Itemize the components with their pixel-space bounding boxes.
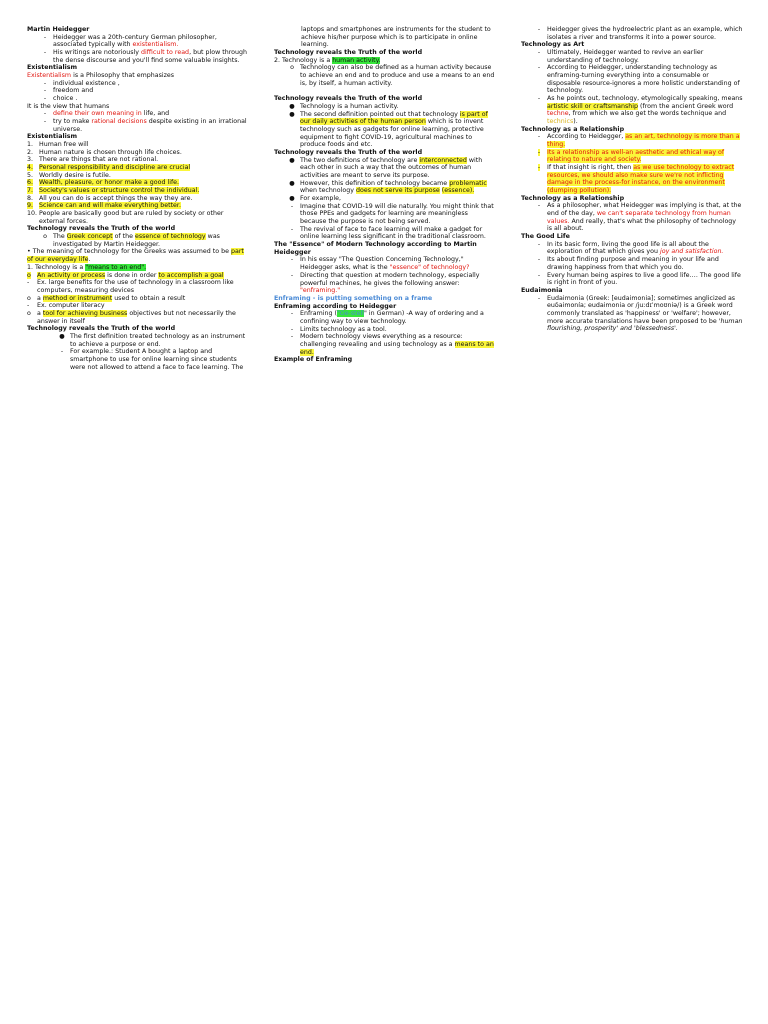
list-item: - Imagine that COVID-19 will die naturally. You might think that those PPEs and gadgets for learning are meaningless because the purpose is not being served. xyxy=(290,202,494,226)
list-item: - If that insight is right, then as we use technology to extract resources, we should also make sure we're not inflicting damage in the process-for instance, on the environment (dumping pollution). xyxy=(537,164,735,195)
list-item: ● The second definition pointed out that technology is part of our daily activities of the human person which is to invent technology such as gadgets for online learning, protective equipment to fight COVID-19, agricultural machines to produce foods and etc. xyxy=(289,110,488,149)
list-item: o a tool for achieving business objectives but not necessarily the answer in itself xyxy=(27,309,236,325)
list-item: 1. Human free will xyxy=(27,141,89,149)
heading-technology-relationship: Technology as a Relationship xyxy=(521,125,625,133)
heading-eudaimonia: Eudaimonia xyxy=(521,286,563,294)
list-item: - In his essay "The Question Concerning Technology," Heidegger asks, what is the "essence" of technology? xyxy=(290,256,470,272)
list-item: - choice . xyxy=(43,95,78,103)
list-item: - Every human being aspires to live a good life…. The good life is right in front of you. xyxy=(537,271,741,287)
list-item: ● However, this definition of technology became problematic when technology does not serve its purpose (essence). xyxy=(289,179,487,195)
heading-technology-truth: Technology reveals the Truth of the world xyxy=(27,225,176,233)
list-item: - For example.: Student A bought a laptop and smartphone to use for online learning since students were not allowed to attend a face to face learning. The xyxy=(60,348,244,371)
column-2 xyxy=(274,26,496,364)
paragraph: 1. Technology is a "means to an end". xyxy=(27,263,147,271)
list-item: ● The two definitions of technology are interconnected with each other in such a way that the outcomes of human activities are meant to serve its purpose. xyxy=(289,156,483,180)
list-item: 8. All you can do is accept things the way they are. xyxy=(27,194,193,202)
list-item: - As a philosopher, what Heidegger was implying is that, at the end of the day, we can't separate technology from human values. And really, that's what the philosophy of technology is all about. xyxy=(537,202,742,233)
list-item: - Ex. large benefits for the use of technology in a classroom like computers, measuring devices xyxy=(27,279,234,294)
list-item: 7. Society's values or structure control the individual. xyxy=(27,187,200,195)
list-item: - According to Heidegger, as an art, technology is more than a thing. xyxy=(537,133,740,149)
list-item: - define their own meaning in life, and xyxy=(43,110,170,118)
list-item: - Ex. computer literacy xyxy=(27,302,105,310)
list-item: 4. Personal responsibility and discipline are crucial xyxy=(27,164,191,172)
column-1 xyxy=(27,26,249,371)
heading-martin-heidegger: Martin Heidegger xyxy=(27,26,90,33)
heading-technology-truth: Technology reveals the Truth of the world xyxy=(27,325,176,333)
list-item: - Ultimately, Heidegger wanted to revive an earlier understanding of technology. xyxy=(537,49,704,64)
heading-technology-truth: Technology reveals the Truth of the world xyxy=(274,49,423,57)
list-item: - Heidegger gives the hydroelectric plant as an example, which isolates a river and transforms it into a power source. xyxy=(537,26,743,41)
heading-technology-truth: Technology reveals the Truth of the world xyxy=(274,149,423,157)
list-item: - Enframing ("Ge-stell" in German) -A way of ordering and a confining way to view technology. xyxy=(290,310,484,325)
list-item: o The Greek concept of the essence of technology was investigated by Martin Heidegger. xyxy=(43,233,220,248)
list-item: ● For example, xyxy=(289,195,341,203)
paragraph-continued: laptops and smartphones are instruments for the student to achieve his/her purpose which is to participate in online learning. xyxy=(301,26,491,49)
list-item: 6. Wealth, pleasure, or honor make a good life. xyxy=(27,179,180,187)
paragraph: It is the view that humans xyxy=(27,102,110,110)
list-item: - Directing that question at modern technology, especially powerful machines, he gives the following answer: "enframing." xyxy=(290,271,480,295)
heading-enframing: Enframing - is putting something on a frame xyxy=(274,294,433,302)
list-item: - In its basic form, living the good life is all about the exploration of that which gives you joy and satisfaction. xyxy=(537,240,724,256)
heading-technology-relationship: Technology as a Relationship xyxy=(521,194,625,202)
heading-example-enframing: Example of Enframing xyxy=(274,356,353,364)
list-item: - Limits technology as a tool. xyxy=(290,325,387,333)
list-item: 2. Human nature is chosen through life choices. xyxy=(27,148,182,156)
heading-essence-modern-technology: The "Essence" of Modern Technology according to Martin Heidegger xyxy=(274,241,477,256)
paragraph: 2. Technology is a human activity. xyxy=(274,56,381,64)
list-item: - Its about finding purpose and meaning in your life and drawing happiness from that which you do. xyxy=(537,256,719,271)
list-item: ● The first definition treated technology as an instrument to achieve a purpose or end. xyxy=(59,332,246,348)
list-item: o Technology can also be defined as a human activity because to achieve an end and to produce and use a means to an end is, by itself, a human activity. xyxy=(290,64,495,87)
list-item: - The revival of face to face learning will make a gadget for online learning less significant in the traditional classroom. xyxy=(290,225,486,241)
list-item: - Heidegger was a 20th-century German philosopher, associated typically with existentialism. xyxy=(43,33,217,49)
heading-existentialism: Existentialism xyxy=(27,133,78,141)
list-item: - Modern technology views everything as a resource: challenging revealing and using technology as a means to an end. xyxy=(290,333,494,356)
list-item: - try to make rational decisions despite existing in an irrational universe. xyxy=(43,118,247,133)
column-3 xyxy=(521,26,743,333)
list-item: 9. Science can and will make everything better. xyxy=(27,202,181,210)
list-item: o a method or instrument used to obtain a result xyxy=(27,294,186,302)
paragraph: Existentialism is a Philosophy that emphasizes xyxy=(27,72,175,80)
heading-technology-art: Technology as Art xyxy=(521,41,585,49)
list-item: - freedom and xyxy=(43,87,94,95)
paragraph: • The meaning of technology for the Greeks was assumed to be part of our everyday life. xyxy=(27,248,244,264)
heading-good-life: The Good Life xyxy=(521,233,570,241)
list-item: - According to Heidegger, understanding technology as enframing-turning everything into a consumable or disposable resource-ignores a more holistic understanding of technology. xyxy=(537,64,740,95)
list-item: 5. Worldly desire is futile. xyxy=(27,171,111,179)
list-item: o An activity or process is done in order to accomplish a goal xyxy=(27,271,224,279)
heading-technology-truth: Technology reveals the Truth of the world xyxy=(274,95,423,103)
list-item: ● Technology is a human activity. xyxy=(289,103,399,111)
list-item: - His writings are notoriously difficult to read, but plow through the dense discourse and you'll find some valuable insights. xyxy=(43,49,248,64)
list-item: - individual existence , xyxy=(43,79,120,87)
list-item: 10. People are basically good but are ruled by society or other external forces. xyxy=(27,210,224,225)
heading-enframing-heidegger: Enframing according to Heidegger xyxy=(274,302,397,310)
list-item: 3. There are things that are not rational. xyxy=(27,156,159,164)
heading-existentialism: Existentialism xyxy=(27,64,78,72)
list-item: - Its a relationship as well-an aesthetic and ethical way of relating to nature and society. xyxy=(537,148,725,164)
list-item: - Eudaimonia (Greek: [eudaimonia]; sometimes anglicized as euδaimonía; eudaimonia or /juːdɪˈmoʊniə/) is a Greek word commonly translated as 'happiness' or 'welfare'; however, more accurate translations have been proposed to be 'human flourishing, prosperity' and 'blessedness'. xyxy=(537,294,743,333)
list-item: - As he points out, technology, etymologically speaking, means artistic skill or craftsmanship (from the ancient Greek word techne, from which we also get the words technique and technics). xyxy=(537,95,743,126)
